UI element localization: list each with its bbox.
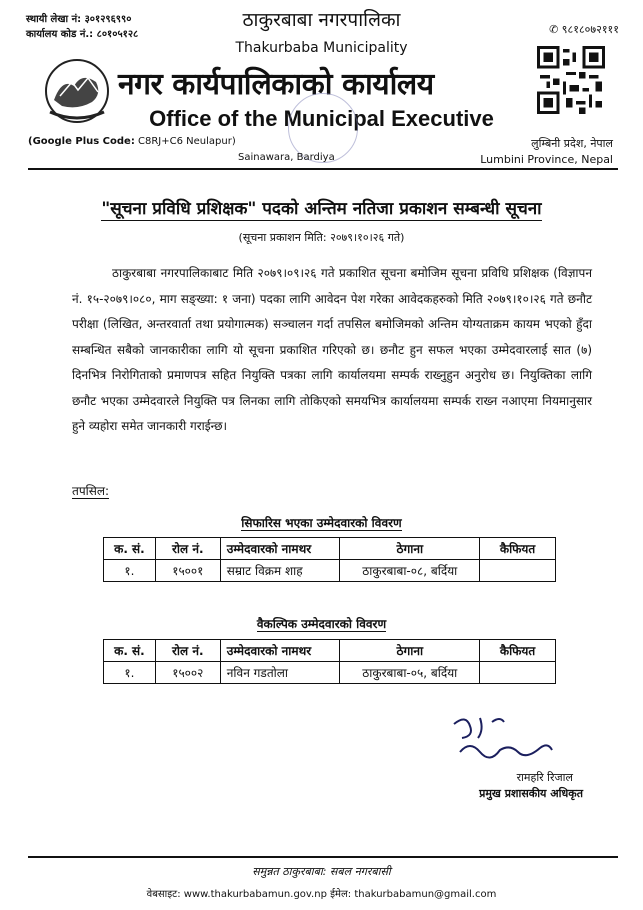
cell-name: नविन गडतोला [220, 662, 340, 684]
municipality-name-en: Thakurbaba Municipality [235, 40, 408, 56]
table-header-row [104, 538, 556, 560]
col-roll: रोल नं. [155, 640, 220, 662]
reg-no: स्थायी लेखा नं: ३०१२९६९९० [26, 14, 132, 25]
website-label: वेबसाइट: [146, 889, 181, 900]
cell-sn: १. [104, 560, 156, 582]
qr-code-icon [537, 46, 605, 114]
alternate-caption-text: वैकल्पिक उम्मेदवारको विवरण [256, 617, 387, 631]
cell-address: ठाकुरबाबा-०८, बर्दिया [340, 560, 480, 582]
col-roll: रोल नं. [155, 538, 220, 560]
header-divider [28, 168, 618, 170]
footer-contact [0, 886, 643, 900]
table-row [104, 560, 556, 582]
col-sn: क. सं. [104, 538, 156, 560]
cell-remarks [480, 662, 556, 684]
gpc-value: C8RJ+C6 Neulapur) [138, 136, 236, 147]
alternate-table [103, 639, 556, 684]
recommended-caption-text: सिफारिस भएका उम्मेदवारको विवरण [241, 516, 402, 530]
email-label: ईमेल: [330, 889, 352, 900]
recommended-table [103, 537, 556, 582]
col-name: उम्मेदवारको नामथर [220, 640, 340, 662]
tapasil-label [72, 482, 109, 499]
recommended-caption [0, 514, 643, 531]
alternate-caption [0, 615, 643, 632]
cell-roll: १५००१ [155, 560, 220, 582]
tapasil-text: तपसिल: [72, 484, 110, 498]
signer-name: रामहरि रिजाल [516, 771, 573, 784]
website-link[interactable]: www.thakurbabamun.gov.np [183, 889, 327, 900]
phone-number: ✆ ९८१८०७२१११ [549, 23, 619, 36]
gpc-label: (Google Plus Code: [28, 136, 135, 147]
footer-divider [28, 856, 618, 858]
cell-address: ठाकुरबाबा-०५, बर्दिया [340, 662, 480, 684]
office-name-np: नगर कार्यपालिकाको कार्यालय [118, 67, 434, 102]
col-address: ठेगाना [340, 640, 480, 662]
cell-sn: १. [104, 662, 156, 684]
province-en: Lumbini Province, Nepal [480, 153, 613, 166]
col-name: उम्मेदवारको नामथर [220, 538, 340, 560]
handwritten-signature [440, 708, 560, 768]
table-header-row [104, 640, 556, 662]
municipality-name-np: ठाकुरबाबा नगरपालिका [242, 9, 401, 31]
cell-name: सम्राट विक्रम शाह [220, 560, 340, 582]
google-plus-code [28, 136, 236, 147]
notice-body-text: ठाकुरबाबा नगरपालिकाबाट मिति २०७९।०९।२६ गते प्रकाशित सूचना बमोजिम सूचना प्रविधि प्रशिक्षक (विज्ञापन नं. १५-२०७९।०८०, माग सङ्ख्या: १ जना) पदका लागि आवेदन पेश गरेका आवेदकहरुको मिति २०७९।१०।२६ गते छनौट परीक्षा (लिखित, अन्तरवार्ता तथा प्रयोगात्मक) सञ्चालन गर्दा तपसिल बमोजिमको अन्तिम योग्यताक्रम कायम भएको हुँदा सम्बन्धित सबैको जानकारीका लागि यो सूचना प्रकाशित गरिएको छ। छनौट हुन सफल भएका उम्मेदवारलाई सात (७) दिनभित्र निरोगिताको प्रमाणपत्र सहित नियुक्ति पत्रका लागि कार्यालयमा सम्पर्क राख्नुहुन अनुरोध छ। नियुक्तिका लागि छनौट भएका उम्मेदवारले नियुक्ति पत्र लिनका लागि तोकिएको समयभित्र कार्यालयमा सम्पर्क राख्न नआएमा नियमानुसार हुने व्यहोरा समेत जानकारी गराईन्छ। [72, 266, 592, 433]
email-link[interactable]: thakurbabamun@gmail.com [354, 889, 497, 900]
office-code: कार्यालय कोड नं.: ८०१०५१२८ [26, 29, 139, 40]
publish-date: (सूचना प्रकाशन मिति: २०७९।१०।२६ गते) [238, 231, 405, 244]
col-sn: क. सं. [104, 640, 156, 662]
notice-title [0, 196, 643, 219]
ward-address: Sainawara, Bardiya [238, 152, 335, 163]
col-remarks: कैफियत [480, 640, 556, 662]
col-remarks: कैफियत [480, 538, 556, 560]
office-name-en: Office of the Municipal Executive [149, 106, 494, 131]
col-address: ठेगाना [340, 538, 480, 560]
notice-title-text: "सूचना प्रविधि प्रशिक्षक" पदको अन्तिम नतिजा प्रकाशन सम्बन्धी सूचना [101, 199, 542, 219]
province-np: लुम्बिनी प्रदेश, नेपाल [531, 137, 613, 150]
footer-slogan: समुन्नत ठाकुरबाबा: सबल नगरबासी [252, 865, 391, 878]
phone-text: ९८१८०७२१११ [561, 23, 619, 36]
table-row [104, 662, 556, 684]
cell-roll: १५००२ [155, 662, 220, 684]
notice-body [72, 261, 592, 440]
cell-remarks [480, 560, 556, 582]
signer-designation: प्रमुख प्रशासकीय अधिकृत [479, 787, 583, 800]
